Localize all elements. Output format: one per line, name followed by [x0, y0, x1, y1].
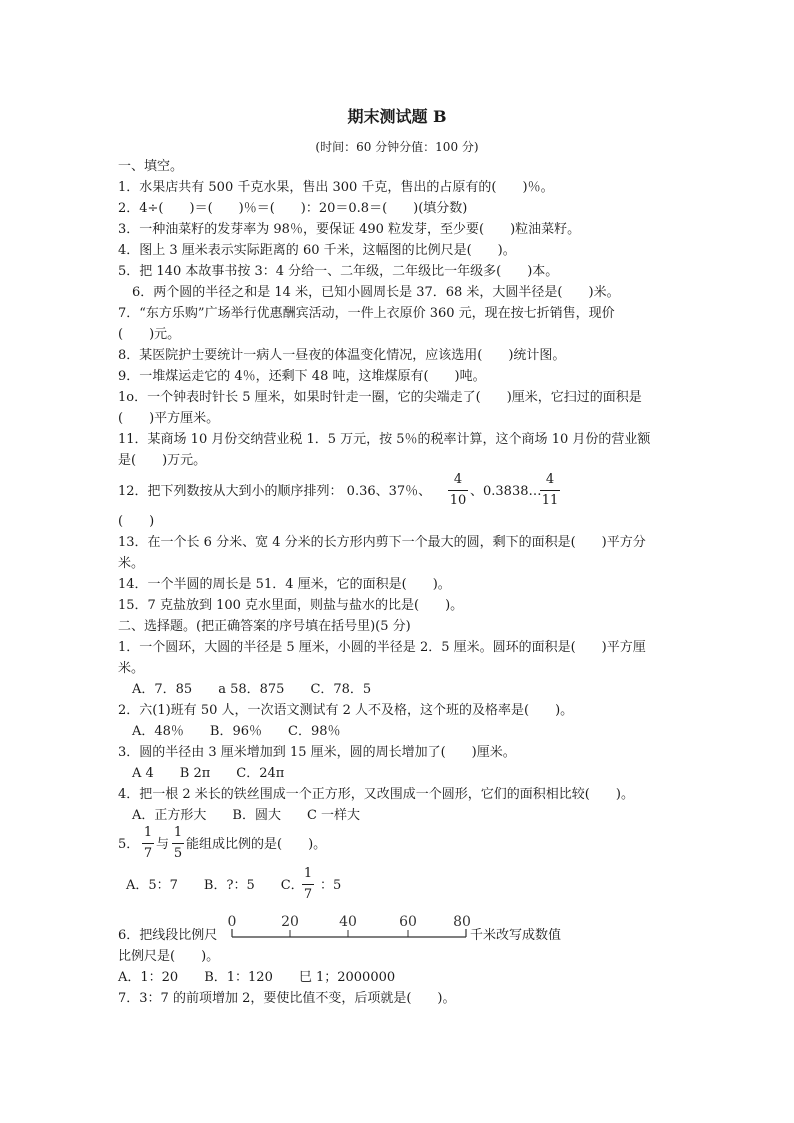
choice-6-line2: 比例尺是( )。 — [118, 949, 220, 964]
question-1: 1．水果店共有 500 千克水果，售出 300 千克，售出的占原有的( )％。 — [118, 180, 554, 195]
choice-7: 7．3：7 的前项增加 2，要使比值不变，后项就是( )。 — [118, 991, 456, 1006]
page-subtitle: (时间：60 分钟分值：100 分) — [315, 140, 479, 154]
page-title: 期末测试题 B — [347, 107, 447, 126]
choice-4-options: A．正方形大 B．圆大 C 一样大 — [132, 808, 361, 823]
choice-6-options: A．1：20 B．1：120 巳 1；2000000 — [118, 970, 396, 985]
choice-3: 3．圆的半径由 3 厘米增加到 15 厘米，圆的周长增加了( )厘米。 — [118, 745, 516, 760]
fraction-4-10 — [448, 472, 468, 509]
choice-5-prefix: 5． — [118, 837, 140, 852]
choice-4: 4．把一根 2 米长的铁丝围成一个正方形，又改围成一个圆形，它们的面积相比较( )。 — [118, 787, 634, 802]
fraction-option-1-7 — [302, 866, 314, 903]
question-9: 9．一堆煤运走它的 4％，还剩下 48 吨，这堆煤原有( )吨。 — [118, 369, 486, 384]
question-7-line2: ( )元。 — [118, 327, 181, 342]
scale-label-60: 60 — [399, 914, 417, 930]
fraction-numerator: 4 — [545, 472, 555, 487]
fraction-numerator: 4 — [453, 472, 463, 487]
choice-3-options: A 4 B 2π C．24π — [132, 766, 285, 781]
question-7-line1: 7．“东方乐购”广场举行优惠酬宾活动，一件上衣原价 360 元，现在按七折销售，现价 — [118, 306, 615, 321]
fraction-4-11 — [540, 472, 560, 509]
question-12-separator: 、0.3838… — [470, 484, 542, 499]
question-6: 6．两个圆的半径之和是 14 米，已知小圆周长是 37．68 米，大圆半径是( )米。 — [132, 285, 620, 300]
section-fill-in-heading: 一、填空。 — [118, 159, 184, 174]
fraction-denominator: 5 — [173, 846, 183, 861]
fraction-denominator: 10 — [449, 493, 467, 508]
scale-label-80: 80 — [453, 914, 471, 930]
scale-label-40: 40 — [339, 914, 357, 930]
choice-5-text: 能组成比例的是( )。 — [186, 837, 327, 852]
question-5: 5．把 140 本故事书按 3：4 分给一、二年级，二年级比一年级多( )本。 — [118, 264, 559, 279]
question-8: 8．某医院护士要统计一病人一昼夜的体温变化情况，应该选用( )统计图。 — [118, 348, 566, 363]
choice-5-with: 与 — [156, 837, 170, 852]
question-11-line1: 11．某商场 10 月份交纳营业税 1．5 万元，按 5％的税率计算，这个商场 10 月份的营业额 — [118, 432, 651, 447]
choice-6-suffix: 千米改写成数值 — [470, 928, 562, 943]
question-12-answer: ( ) — [118, 514, 155, 529]
fraction-1-5 — [172, 825, 184, 862]
question-12: 12．把下列数按从大到小的顺序排列： 0.36、37％、 — [118, 484, 432, 499]
section-choice-heading: 二、选择题。(把正确答案的序号填在括号里)(5 分) — [118, 619, 411, 634]
line-segment-scale — [226, 910, 472, 942]
choice-5-options: A．5：7 B．?：5 C． — [126, 878, 304, 893]
choice-5-option-tail: ：5 — [320, 878, 342, 893]
question-15: 15．7 克盐放到 100 克水里面，则盐与盐水的比是( )。 — [118, 598, 464, 613]
fraction-numerator: 1 — [143, 825, 153, 840]
fraction-1-7 — [142, 825, 154, 862]
fraction-numerator: 1 — [173, 825, 183, 840]
choice-1-options: A．7．85 a 58．875 C．78．5 — [132, 682, 372, 697]
question-11-line2: 是( )万元。 — [118, 453, 207, 468]
fraction-denominator: 11 — [541, 493, 559, 508]
question-10-line1: 1o．一个钟表时针长 5 厘米，如果时针走一圈，它的尖端走了( )厘米，它扫过的面积是 — [118, 390, 642, 405]
choice-1-line1: 1．一个圆环，大圆的半径是 5 厘米，小圆的半径是 2．5 厘米。圆环的面积是( )平方厘 — [118, 640, 646, 655]
choice-2: 2．六(1)班有 50 人，一次语文测试有 2 人不及格，这个班的及格率是( )。 — [118, 703, 574, 718]
choice-2-options: A．48％ B．96％ C．98％ — [132, 724, 341, 739]
question-14: 14．一个半圆的周长是 51．4 厘米，它的面积是( )。 — [118, 577, 451, 592]
scale-label-20: 20 — [281, 914, 299, 930]
fraction-denominator: 7 — [143, 846, 153, 861]
choice-6-prefix: 6．把线段比例尺 — [118, 928, 218, 943]
scale-label-0: 0 — [227, 914, 237, 930]
question-10-line2: ( )平方厘米。 — [118, 411, 220, 426]
question-4: 4．图上 3 厘米表示实际距离的 60 千米，这幅图的比例尺是( )。 — [118, 243, 516, 258]
fraction-numerator: 1 — [303, 866, 313, 881]
question-13-line2: 米。 — [118, 556, 145, 571]
question-2: 2．4÷( )＝( )％＝( )：20＝0.8＝( )(填分数) — [118, 201, 468, 216]
choice-1-line2: 米。 — [118, 661, 145, 676]
question-13-line1: 13．在一个长 6 分米、宽 4 分米的长方形内剪下一个最大的圆，剩下的面积是( )平方分 — [118, 535, 646, 550]
fraction-denominator: 7 — [303, 887, 313, 902]
question-3: 3．一种油菜籽的发芽率为 98％，要保证 490 粒发芽，至少要( )粒油菜籽。 — [118, 222, 581, 237]
